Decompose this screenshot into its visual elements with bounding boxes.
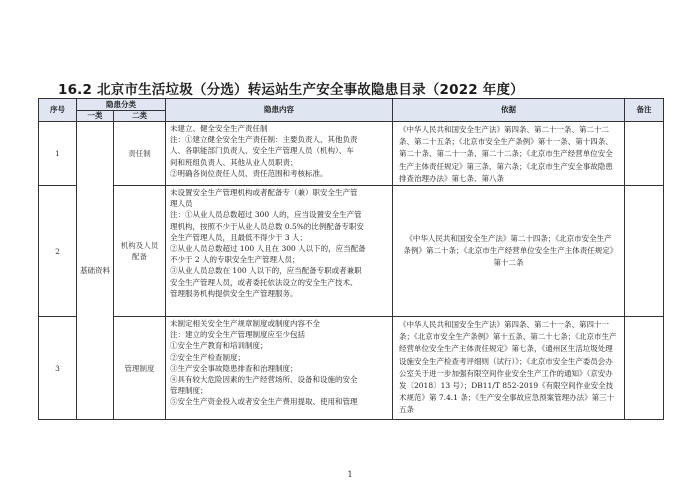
- row-category: 机构及人员配备: [114, 186, 166, 317]
- content-line: 注：建立的安全生产管理制度应至少包括: [170, 330, 305, 340]
- content-line: ②安全生产检查制度；: [170, 352, 245, 362]
- row-remarks: [625, 186, 664, 317]
- header-category: 隐患分类: [77, 99, 166, 111]
- row-category: 管理制度: [114, 317, 166, 420]
- row-remarks: [625, 122, 664, 186]
- content-line: 管理服务机构提供安全生产管理服务。: [170, 288, 298, 298]
- content-line: ②从业人员总数超过 100 人且在 300 人以下的，应当配备: [170, 244, 366, 254]
- content-line: 理机构，按照不少于从业人员总数 0.5%的比例配备专职安: [170, 221, 364, 231]
- row-seq: 3: [39, 317, 77, 420]
- header-content: 隐患内容: [166, 99, 393, 122]
- header-row: [39, 99, 664, 111]
- content-line: 全生产管理人员，且最低不得少于 3 人；: [170, 232, 308, 242]
- content-line: ①安全生产教育和培训制度；: [170, 341, 268, 351]
- table-row: [39, 186, 664, 317]
- content-line: 间和班组负责人、其他从业人员职责；: [170, 157, 298, 167]
- page-number: 1: [347, 470, 353, 479]
- row-content: [166, 317, 393, 420]
- content-line: ⑤安全生产资金投入或者安全生产费用提取、使用和管理: [170, 397, 358, 407]
- row-basis: 《中华人民共和国安全生产法》第二十四条；《北京市安全生产条例》第二十条；《北京市生产经营单位安全生产主体责任规定》第十二条: [393, 186, 625, 317]
- row-remarks: [625, 317, 664, 420]
- content-line: ④具有较大危险因素的生产经营场所、设备和设施的安全: [170, 375, 358, 385]
- header-cat-level2: 二类: [114, 111, 166, 122]
- content-line: ③生产安全事故隐患排查和治理制度；: [170, 363, 298, 373]
- header-basis: 依据: [393, 99, 625, 122]
- content-line: 理人员: [170, 199, 193, 209]
- content-line: 未建立、健全安全生产责任制: [170, 124, 268, 133]
- content-line: 注：①建立健全安全生产责任制：主要负责人、其他负责: [170, 135, 358, 145]
- content-line: 未制定相关安全生产规章制度或制度内容不全: [170, 319, 320, 329]
- header-cat-level1: 一类: [77, 111, 114, 122]
- header-remarks: 备注: [625, 99, 664, 122]
- row-seq: 2: [39, 186, 77, 317]
- content-line: 未设置安全生产管理机构或者配备专（兼）职安全生产管: [170, 188, 358, 198]
- row-basis: 《中华人民共和国安全生产法》第四条、第二十一条、第四十一条；《北京市安全生产条例》第十五条、第二十七条；《北京市生产经营单位安全生产主体责任规定》第七条，《通州区生活垃圾处理设施安全生产检查考评细则（试行）》；《北京市安全生产委员会办公室关于进一步加强有限空间作业安全生产工作的通知》（京安办发〔2018〕13 号）；DB11/T 852-2019《有限空间作业安全技术规范》第 7.4.1 条；《生产安全事故应急预案管理办法》第三十五条: [393, 317, 625, 420]
- row-seq: 1: [39, 122, 77, 186]
- header-seq: 序号: [39, 99, 77, 122]
- hazard-table: [38, 98, 664, 420]
- content-line: ②明确各岗位责任人员、责任范围和考核标准。: [170, 168, 328, 178]
- category-level1: 基础资料: [77, 122, 114, 420]
- content-line: 不少于 2 人的专职安全生产管理人员；: [170, 255, 300, 265]
- content-line: ③从业人员总数在 100 人以下的，应当配备专职或者兼职: [170, 266, 362, 276]
- row-content: [166, 122, 393, 186]
- content-line: 管理制度；: [170, 386, 208, 396]
- table-row: [39, 317, 664, 420]
- content-line: 人、各职能部门负责人、安全生产管理人员（机构）、车: [170, 146, 354, 156]
- page-title: 16.2 北京市生活垃圾（分选）转运站生产安全事故隐患目录（2022 年度）: [58, 82, 524, 98]
- row-content: [166, 186, 393, 317]
- row-category: 责任制: [114, 122, 166, 186]
- content-line: 安全生产管理人员，或者委托依法设立的安全生产技术、: [170, 277, 358, 287]
- row-basis: 《中华人民共和国安全生产法》第四条、第二十一条、第二十二条、第二十五条；《北京市安全生产条例》第十一条、第十四条、第二十条、第二十一条、第二十二条；《北京市生产经营单位安全生产主体责任规定》第三条、第六条；《北京市生产安全事故隐患排查治理办法》第七条、第八条: [393, 122, 625, 186]
- table-row: [39, 122, 664, 186]
- content-line: 注：①从业人员总数超过 300 人的，应当设置安全生产管: [170, 210, 362, 220]
